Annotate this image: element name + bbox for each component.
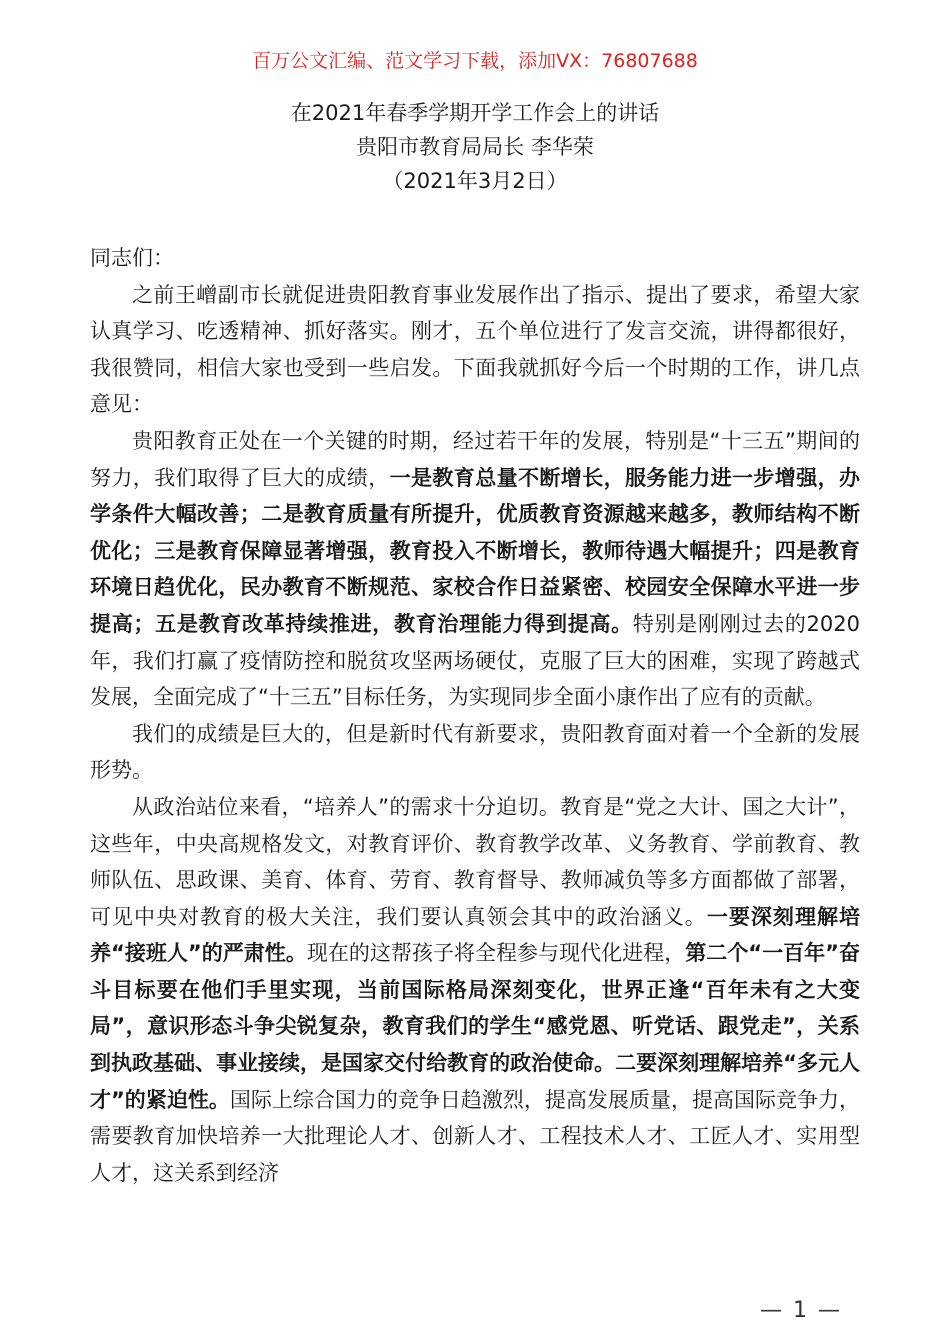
page-number: — 1 — (760, 1298, 842, 1323)
salutation: 同志们： (90, 246, 174, 270)
speech-body (90, 240, 860, 1191)
paragraph-4-tail: 国际上综合国力的竞争日趋激烈，提高发展质量，提高国际竞争力，需要教育加快培养一大批理论人才、创新人才、工程技术人才、工匠人才、实用型人才，这关系到经济 (90, 1087, 860, 1185)
paragraph-4-mid: 现在的这帮孩子将全程参与现代化进程， (306, 941, 686, 966)
speaker-line: 贵阳市教育局局长 李华荣 (356, 135, 594, 159)
speech-title: 在2021年春季学期开学工作会上的讲话 (290, 101, 660, 125)
speech-date: （2021年3月2日） (382, 169, 568, 193)
speech-title-block (0, 96, 950, 198)
paragraph-2-conclusion: 特别是刚刚过去的2020年，我们打赢了疫情防控和脱贫攻坚两场硬仗，克服了巨大的困难，实现了跨越式发展，全面完成了“十三五”目标任务，为实现同步全面小康作出了应有的贡献。 (90, 611, 860, 710)
paragraph-3: 我们的成绩是巨大的，但是新时代有新要求，贵阳教育面对着一个全新的发展形势。 (90, 721, 860, 783)
paragraph-2-intro: 贵阳教育正处在一个关键的时期，经过若干年的发展，特别是“十三五”期间的努力，我们取得了巨大的成绩， (90, 428, 860, 490)
paragraph-4-point-1: 一要深刻理解培养“接班人”的严肃性。 (90, 904, 861, 966)
paragraph-1: 之前王嶒副市长就促进贵阳教育事业发展作出了指示、提出了要求，希望大家认真学习、吃透精神、抓好落实。刚才，五个单位进行了发言交流，讲得都很好，我很赞同，相信大家也受到一些启发。下面我就抓好今后一个时期的工作，讲几点意见： (90, 282, 860, 417)
paragraph-2-achievements: 一是教育总量不断增长，服务能力进一步增强，办学条件大幅改善；二是教育质量有所提升，优质教育资源越来越多，教师结构不断优化；三是教育保障显著增强，教育投入不断增长，教师待遇大幅提升；四是教育环境日趋优化，民办教育不断规范、家校合作日益紧密、校园安全保障水平进一步提高；五是教育改革持续推进，教育治理能力得到提高。 (90, 465, 861, 636)
watermark-banner: 百万公文汇编、范文学习下载，添加VX：76807688 (252, 50, 698, 72)
paragraph-4-point-2: 第二个“一百年”奋斗目标要在他们手里实现，当前国际格局深刻变化，世界正逢“百年未有之大变局”，意识形态斗争尖锐复杂，教育我们的学生“感党恩、听党话、跟党走”，关系到执政基础、事业接续，是国家交付给教育的政治使命。二要深刻理解培养“多元人才”的紧迫性。 (90, 941, 861, 1112)
paragraph-4-intro: 从政治站位来看，“培养人”的需求十分迫切。教育是“党之大计、国之大计”，这些年，中央高规格发文，对教育评价、教育教学改革、义务教育、学前教育、教师队伍、思政课、美育、体育、劳育、教育督导、教师减负等多方面都做了部署，可见中央对教育的极大关注，我们要认真领会其中的政治涵义。 (90, 794, 860, 929)
paragraph-2 (90, 423, 860, 716)
paragraph-4 (90, 789, 860, 1192)
